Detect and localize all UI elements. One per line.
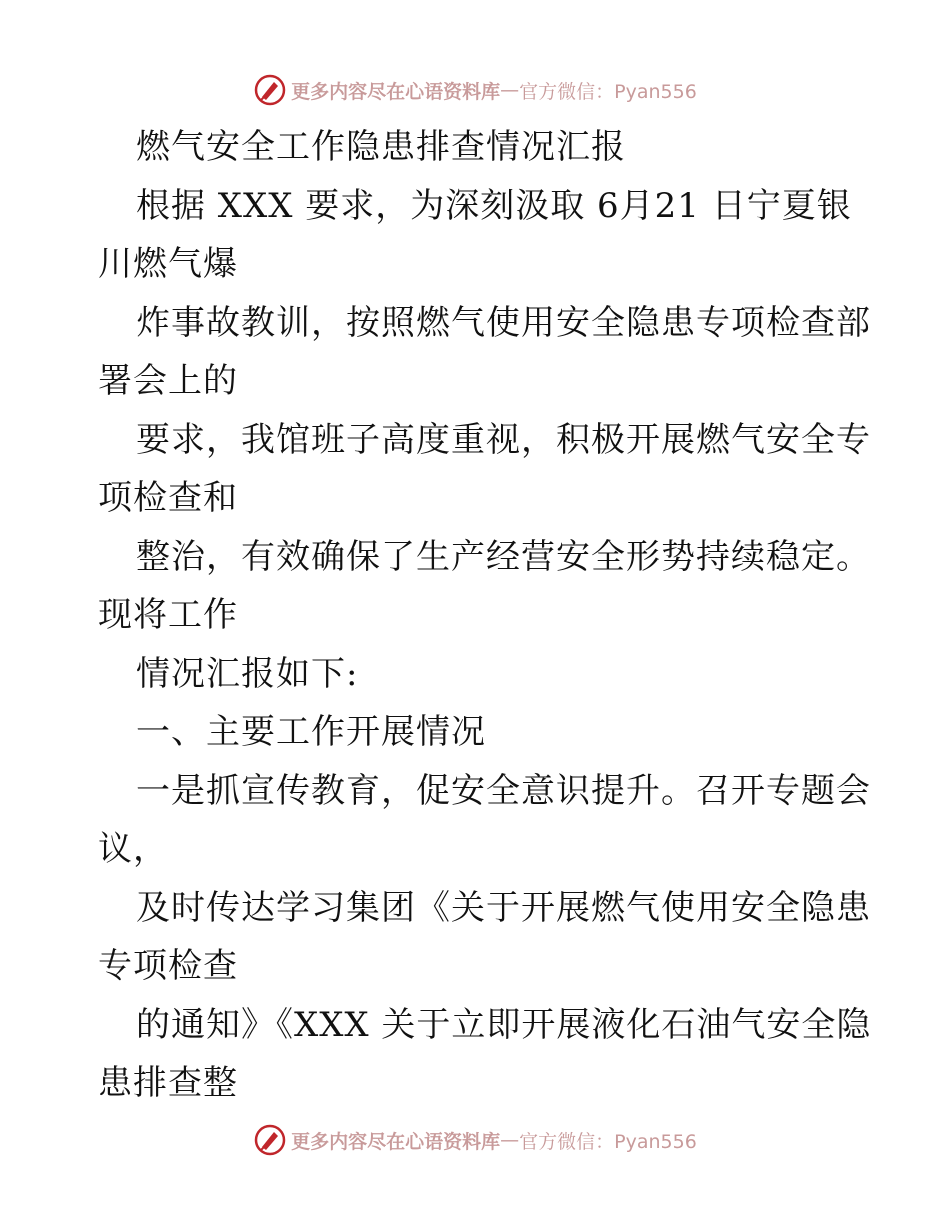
paragraph-line: 情况汇报如下: — [136, 653, 359, 694]
section-heading: 一、主要工作开展情况 — [136, 712, 486, 752]
paragraph-line: 现将工作 — [98, 595, 238, 635]
footer-banner — [0, 1120, 950, 1160]
banner-wechat: 官方微信：Pyan556 — [519, 80, 697, 103]
paragraph-line: 要求，我馆班子高度重视，积极开展燃气安全专 — [136, 419, 871, 460]
banner-wechat: 官方微信：Pyan556 — [519, 1130, 697, 1153]
banner-separator: — — [500, 79, 520, 101]
library-logo-icon — [253, 1123, 287, 1157]
paragraph-line: 专项检查 — [98, 946, 238, 986]
banner-slogan: 更多内容尽在心语资料库 — [291, 80, 501, 103]
library-logo-icon — [253, 73, 287, 107]
banner-slogan: 更多内容尽在心语资料库 — [291, 1130, 501, 1153]
paragraph-line: 患排查整 — [98, 1063, 238, 1103]
paragraph-line: 署会上的 — [98, 361, 238, 401]
paragraph-line: 炸事故教训，按照燃气使用安全隐患专项检查部 — [136, 302, 871, 343]
paragraph-line: 一是抓宣传教育，促安全意识提升。召开专题会 — [136, 770, 871, 811]
header-banner — [0, 70, 950, 110]
banner-separator: — — [500, 1129, 520, 1151]
paragraph-line: 川燃气爆 — [98, 244, 238, 284]
paragraph-line: 整治，有效确保了生产经营安全形势持续稳定。 — [136, 536, 871, 577]
document-title: 燃气安全工作隐患排查情况汇报 — [136, 127, 626, 167]
document-body — [98, 118, 872, 1113]
paragraph-line: 的通知》《XXX 关于立即开展液化石油气安全隐 — [136, 1004, 872, 1045]
paragraph-line: 及时传达学习集团《关于开展燃气使用安全隐患 — [136, 887, 871, 928]
paragraph-line: 项检查和 — [98, 478, 238, 518]
paragraph-line: 议， — [98, 829, 168, 869]
paragraph-line: 根据 XXX 要求，为深刻汲取 6月21 日宁夏银 — [136, 185, 852, 226]
